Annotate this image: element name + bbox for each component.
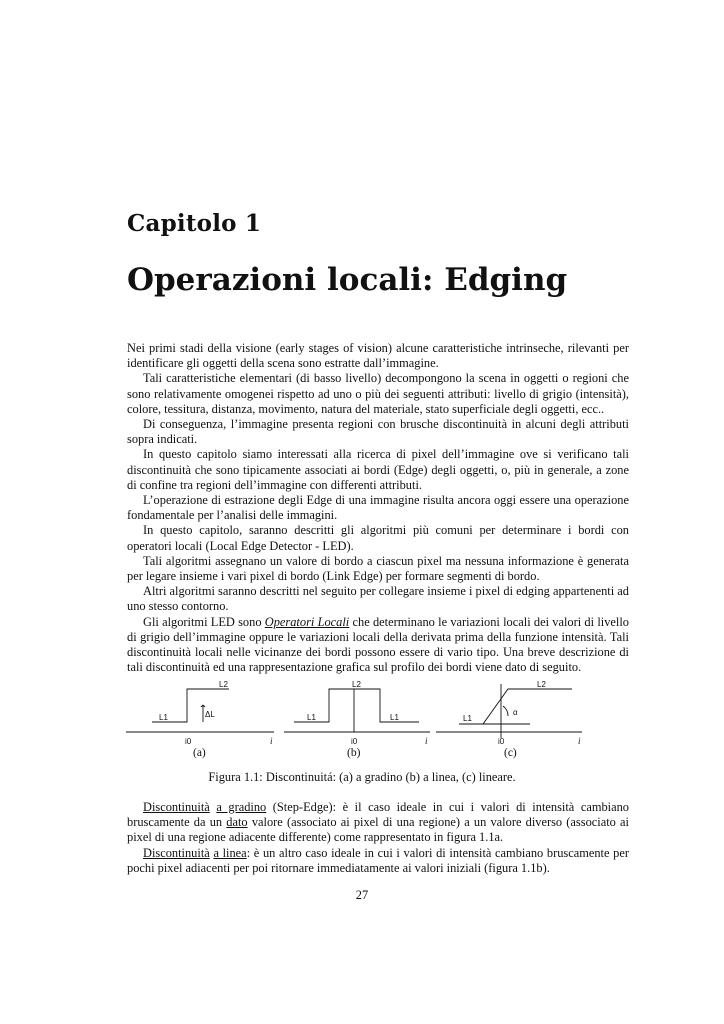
label-i0: i0 (498, 737, 505, 746)
label-i0: i0 (185, 737, 192, 746)
emphasis-operatori-locali: Operatori Locali (264, 614, 350, 629)
term: Discontinuità (143, 800, 210, 814)
label-L1: L1 (463, 714, 472, 723)
term: a linea (213, 845, 247, 860)
figure-caption: Figura 1.1: Discontinuitá: (a) a gradino (b) a linea, (c) lineare. (208, 770, 516, 784)
term: Discontinuità (143, 845, 210, 860)
intro-text (127, 341, 629, 675)
label-alpha: α (513, 708, 518, 717)
text-span: Gli algoritmi LED sono (143, 614, 265, 629)
panel-label-c: (c) (504, 747, 517, 759)
paragraph: In questo capitolo siamo interessati alla ricerca di pixel dell’immagine ove si verificano tali discontinuità che sono tipicamente associati ai bordi (Edge) degli oggetti, o, più in generale, a zone di confine tra regioni dell’immagine con differenti attributi. (127, 447, 629, 492)
paragraph: Di conseguenza, l’immagine presenta regioni con brusche discontinuità in alcuni degli attributi sopra indicati. (127, 417, 629, 447)
label-L2: L2 (352, 680, 361, 689)
label-L1: L1 (307, 713, 316, 722)
text-span: che determinano le variazioni locali dei valori di livello di grigio dell’immagine oppure le variazioni locali della derivata prima della funzione intensità. Tali discontinuità locali nelle vicinanze dei bordi possono essere di vario tipo. Una breve descrizione di tali discontinuità ed una rappresentazione grafica sul profilo dei bordi viene dato di seguito. (127, 614, 629, 675)
label-i0: i0 (351, 737, 358, 746)
label-L2: L2 (219, 680, 228, 689)
paragraph: Tali caratteristiche elementari (di basso livello) decompongono la scena in oggetti o regioni che sono relativamente omogenei rispetto ad uno o più dei seguenti attributi: livello di grigio (intensità), colore, tessitura, distanza, movimento, natura del materiale, stato superficiale degli oggetti, ecc.. (127, 371, 629, 416)
label-L2: L2 (537, 680, 546, 689)
panel-label-b: (b) (347, 747, 361, 759)
paragraph: Nei primi stadi della visione (early stages of vision) alcune caratteristiche intrinseche, rilevanti per identificare gli oggetti della scena sono estratte dall’immagine. (127, 341, 629, 371)
alpha-arc (503, 706, 508, 716)
step-edge-definition (127, 800, 629, 846)
paragraph-led (127, 615, 629, 676)
paragraph: L’operazione di estrazione degli Edge di una immagine risulta ancora oggi essere una operazione fondamentale per l’analisi delle immagini. (127, 493, 629, 523)
label-L1: L1 (390, 713, 399, 722)
panel-label-a: (a) (193, 747, 206, 759)
chapter-title: Operazioni locali: Edging (127, 262, 568, 298)
term: a gradino (216, 800, 267, 814)
definitions-text (127, 800, 629, 876)
paragraph: In questo capitolo, saranno descritti gli algoritmi più comuni per determinare i bordi con operatori locali (Local Edge Detector - LED). (127, 523, 629, 553)
paragraph: Altri algoritmi saranno descritti nel seguito per collegare insieme i pixel di edging appartenenti ad uno stesso contorno. (127, 584, 629, 614)
text-span: valore (associato ai pixel di una regione) a un valore diverso (associato ai pixel di una regione adiacente differente) come rappresentato in figura 1.1a. (127, 815, 629, 845)
label-axis: i (425, 736, 428, 746)
paragraph: Tali algoritmi assegnano un valore di bordo a ciascun pixel ma nessuna informazione è generata per legare insieme i vari pixel di bordo (Link Edge) per formare segmenti di bordo. (127, 553, 629, 584)
label-axis: i (270, 736, 273, 746)
page-number: 27 (355, 888, 369, 902)
text-span: (Step-Edge): è il caso ideale in cui i valori di intensità cambiano bruscamente da un (127, 800, 629, 830)
label-L1: L1 (159, 713, 168, 722)
chapter-label: Capitolo 1 (127, 210, 262, 237)
ramp-profile (459, 689, 572, 724)
discontinuity-diagram (124, 676, 590, 771)
label-delta: ΔL (205, 710, 215, 719)
text-span: : è un altro caso ideale in cui i valori di intensità cambiano bruscamente per pochi pixel adiacenti per poi ritornare immediatamente ai valori iniziali (figura 1.1b). (127, 845, 629, 875)
term: dato (226, 815, 248, 830)
figure-discontinuity (124, 676, 590, 771)
line-edge-definition (127, 846, 629, 876)
label-axis: i (578, 736, 581, 746)
